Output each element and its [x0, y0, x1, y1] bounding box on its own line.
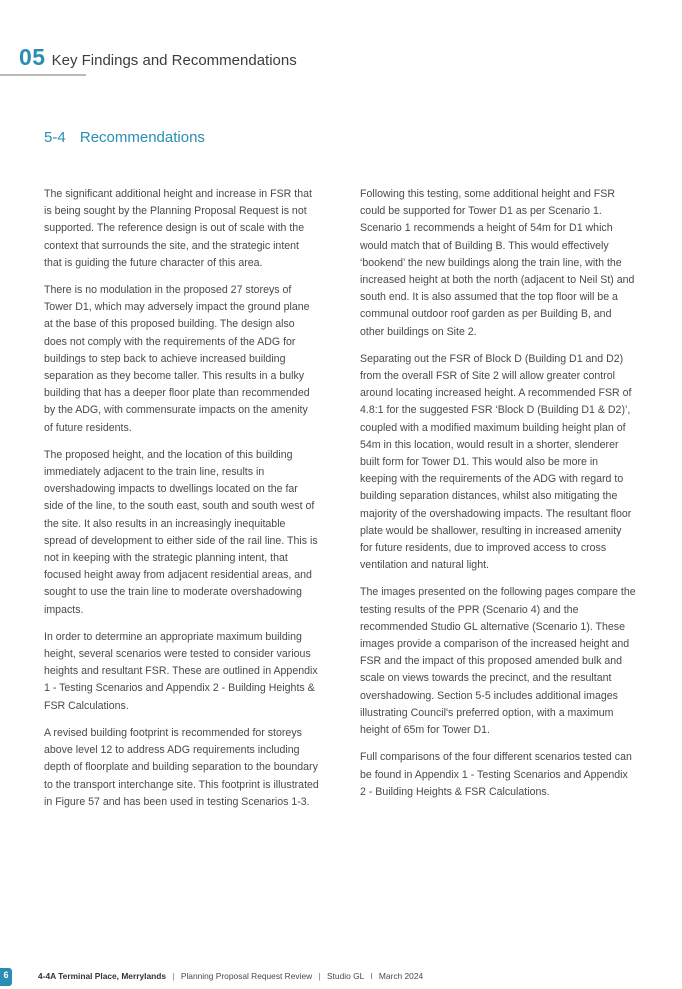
right-column	[360, 186, 636, 811]
paragraph: The proposed height, and the location of this building immediately adjacent to the train line, results in overshadowing impacts to dwellings located on the far side of the line, to the south east, south and south west of the site. It also results in an increasingly inequitable spread of development to either side of the rail line. This is not in keeping with the strategic planning intent, that focused height away from adjacent residential areas, and sought to use the train line to moderate overshadowing impacts.	[44, 448, 318, 616]
footer-author: Studio GL	[327, 971, 364, 981]
paragraph: There is no modulation in the proposed 27 storeys of Tower D1, which may adversely impact the ground plane at the base of this proposed building. The design also does not comply with the requirements of the ADG for buildings to step back to achieve increased building separation as they become taller. This results in a bulky building that has a deeper floor plate than recommended by the ADG, with commensurate impacts on the amenity of future residents.	[44, 284, 310, 434]
paragraph: Full comparisons of the four different scenarios tested can be found in Appendix 1 - Testing Scenarios and Appendix 2 - Building Heights & FSR Calculations.	[360, 751, 632, 798]
paragraph: The significant additional height and increase in FSR that is being sought by the Planning Proposal Request is not supported. The reference design is out of scale with the context that surrounds the site, and the strategic intent that is guiding the future character of this area.	[44, 188, 312, 269]
chapter-number: 05	[19, 44, 46, 70]
header-divider	[0, 74, 86, 76]
footer-separator: |	[172, 971, 175, 981]
paragraph: Separating out the FSR of Block D (Building D1 and D2) from the overall FSR of Site 2 will allow greater control around locating increased height. A recommended FSR of 4.8:1 for the suggested FSR ‘Block D (Building D1 & D2)’, coupled with a modified maximum building height plan of 54m in this location, would result in a shorter, slenderer built form for Tower D1. This would also be more in keeping with the requirements of the ADG with regard to building separation distances, whilst also mitigating the majority of the overshadowing impacts. The resultant floor plate would be shallower, resulting in increased amenity for future residents, due to improved access to cross ventilation and natural light.	[360, 352, 632, 572]
section-number: 5-4	[44, 129, 66, 146]
section-title: Recommendations	[79, 129, 205, 146]
chapter-header	[19, 44, 297, 71]
page-number: 6	[3, 970, 9, 980]
footer-date: March 2024	[378, 971, 424, 981]
section-heading	[44, 129, 205, 146]
footer	[38, 971, 423, 981]
left-column	[44, 186, 319, 821]
footer-document: Planning Proposal Request Review	[180, 971, 313, 981]
footer-separator: |	[318, 971, 321, 981]
paragraph: A revised building footprint is recommended for storeys above level 12 to address ADG requirements including depth of floorplate and building separation to the boundary to the transport interchange site. This footprint is illustrated in Figure 57 and has been used in testing Scenarios 1-3.	[44, 726, 319, 808]
footer-project: 4-4A Terminal Place, Merrylands	[38, 971, 167, 981]
paragraph: In order to determine an appropriate maximum building height, several scenarios were tested to consider various heights and resultant FSR. These are outlined in Appendix 1 - Testing Scenarios and Appendix 2 - Building Heights & FSR Calculations.	[44, 630, 318, 712]
paragraph: The images presented on the following pages compare the testing results of the PPR (Scenario 4) and the recommended Studio GL alternative (Scenario 1). These images provide a comparison of the increased height and FSR and the impact of this proposed amended bulk and scale on views towards the precinct, and the resultant overshadowing. Section 5-5 includes additional images illustrating Council's preferred option, with a maximum height of 65m for Tower D1.	[360, 586, 636, 737]
footer-separator: I	[370, 971, 373, 981]
paragraph: Following this testing, some additional height and FSR could be supported for Tower D1 as per Scenario 1. Scenario 1 recommends a height of 54m for D1 which would match that of Building B. This would effectively ‘bookend’ the new buildings along the train line, with the increased height at both the north (adjacent to Neil St) and south end. It is also assumed that the top floor will be a communal outdoor roof garden as per Building B, and other buildings on Site 2.	[360, 188, 635, 338]
chapter-title: Key Findings and Recommendations	[51, 52, 297, 69]
